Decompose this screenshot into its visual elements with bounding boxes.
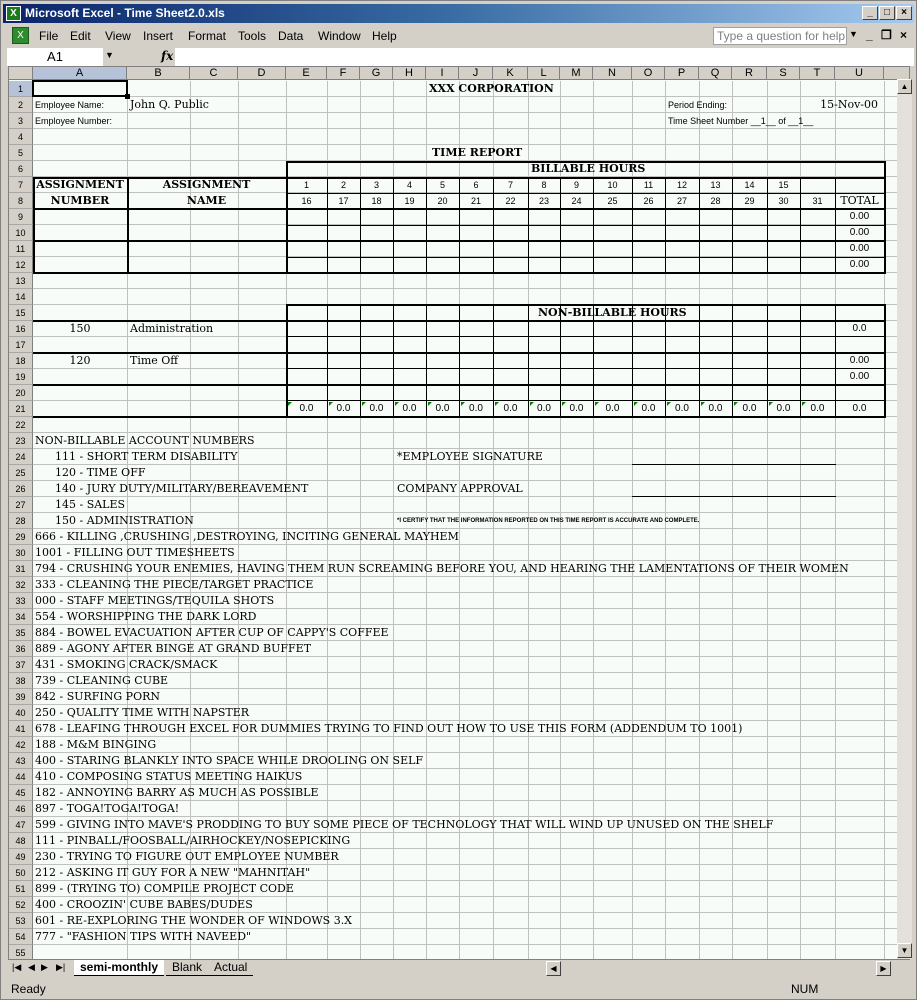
name-box[interactable]: A1 xyxy=(7,48,103,66)
cell-border xyxy=(286,257,885,258)
cell-border xyxy=(286,336,885,337)
grand-total: 0.0 xyxy=(852,403,867,414)
nonbillable-total: 0.00 xyxy=(849,355,870,366)
period-ending-value: 15-Nov-00 xyxy=(820,98,878,111)
day-number: 7 xyxy=(507,180,513,190)
scroll-left-icon[interactable]: ◀ xyxy=(546,961,561,976)
day-number: 14 xyxy=(744,180,755,190)
column-header[interactable]: M xyxy=(560,67,593,80)
nonbillable-total: 0.00 xyxy=(849,371,870,382)
day-number: 29 xyxy=(744,196,755,206)
day-number: 13 xyxy=(710,180,721,190)
row-header[interactable]: 52 xyxy=(9,897,33,913)
daily-total: 0.0 xyxy=(569,403,584,414)
day-number: 12 xyxy=(676,180,687,190)
assignment-name-header: NAME xyxy=(186,194,227,207)
row-header[interactable]: 4 xyxy=(9,129,33,145)
row-header[interactable]: 46 xyxy=(9,801,33,817)
timesheet-number: Time Sheet Number __1__ of __1__ xyxy=(668,116,814,126)
joke-account-code: 400 - STARING BLANKLY INTO SPACE WHILE DROOLING ON SELF xyxy=(35,754,424,767)
column-header[interactable]: R xyxy=(732,67,767,80)
column-header[interactable]: N xyxy=(593,67,632,80)
joke-account-code: 182 - ANNOYING BARRY AS MUCH AS POSSIBLE xyxy=(35,786,319,799)
joke-account-code: 410 - COMPOSING STATUS MEETING HAIKUS xyxy=(35,770,303,783)
row-header[interactable]: 16 xyxy=(9,321,33,337)
column-header[interactable]: T xyxy=(800,67,835,80)
joke-account-code: 842 - SURFING PORN xyxy=(35,690,161,703)
day-number: 10 xyxy=(607,180,618,190)
maximize-icon[interactable]: □ xyxy=(879,6,895,20)
nonbillable-name: Time Off xyxy=(130,354,179,367)
joke-account-code: 739 - CLEANING CUBE xyxy=(35,674,169,687)
row-header[interactable]: 17 xyxy=(9,337,33,353)
accounts-title: NON-BILLABLE ACCOUNT NUMBERS xyxy=(35,434,255,447)
account-code: 120 - TIME OFF xyxy=(55,466,146,479)
column-header[interactable]: D xyxy=(238,67,286,80)
horizontal-scrollbar[interactable] xyxy=(546,961,896,976)
column-header[interactable]: U xyxy=(835,67,884,80)
row-header[interactable]: 42 xyxy=(9,737,33,753)
fx-icon[interactable]: fx xyxy=(161,49,174,63)
day-number: 6 xyxy=(473,180,479,190)
column-header[interactable]: K xyxy=(493,67,528,80)
day-number: 16 xyxy=(301,196,312,206)
day-number: 22 xyxy=(505,196,516,206)
doc-restore-icon[interactable]: ❐ xyxy=(881,28,892,42)
joke-account-code: 1001 - FILLING OUT TIMESHEETS xyxy=(35,546,235,559)
joke-account-code: 554 - WORSHIPPING THE DARK LORD xyxy=(35,610,257,623)
employee-name-label: Employee Name: xyxy=(35,100,105,110)
row-header[interactable]: 3 xyxy=(9,113,33,129)
select-all-corner[interactable] xyxy=(9,67,33,80)
row-header[interactable]: 23 xyxy=(9,433,33,449)
row-header[interactable]: 2 xyxy=(9,97,33,113)
tab-semi-monthly[interactable]: semi-monthly xyxy=(74,960,164,976)
row-header[interactable]: 27 xyxy=(9,497,33,513)
column-header[interactable]: J xyxy=(459,67,493,80)
scroll-up-icon[interactable]: ▲ xyxy=(897,79,912,94)
nonbillable-hours-title: NON-BILLABLE HOURS xyxy=(538,306,687,319)
column-header[interactable]: A xyxy=(33,67,127,80)
joke-account-code: 601 - RE-EXPLORING THE WONDER OF WINDOWS 3.X xyxy=(35,914,353,927)
row-header[interactable]: 55 xyxy=(9,945,33,960)
row-header[interactable]: 6 xyxy=(9,161,33,177)
minimize-icon[interactable]: _ xyxy=(862,6,878,20)
day-number: 24 xyxy=(571,196,582,206)
num-lock-indicator: NUM xyxy=(791,982,819,996)
joke-account-code: 666 - KILLING ,CRUSHING ,DESTROYING, INCITING GENERAL MAYHEM xyxy=(35,530,459,543)
help-search-input[interactable]: Type a question for help xyxy=(713,27,847,45)
column-header[interactable]: H xyxy=(393,67,426,80)
billable-total: 0.00 xyxy=(849,227,870,238)
row-header[interactable]: 13 xyxy=(9,273,33,289)
billable-hours-title: BILLABLE HOURS xyxy=(531,162,646,175)
row-header[interactable]: 25 xyxy=(9,465,33,481)
joke-account-code: 000 - STAFF MEETINGS/TEQUILA SHOTS xyxy=(35,594,275,607)
row-header[interactable]: 35 xyxy=(9,625,33,641)
day-number: 28 xyxy=(710,196,721,206)
row-header[interactable]: 33 xyxy=(9,593,33,609)
joke-account-code: 794 - CRUSHING YOUR ENEMIES, HAVING THEM RUN SCREAMING BEFORE YOU, AND HEARING THE LAMENTATIONS OF THEIR WOMEN xyxy=(35,562,849,575)
cell-border xyxy=(632,464,836,465)
joke-account-code: 250 - QUALITY TIME WITH NAPSTER xyxy=(35,706,250,719)
row-header[interactable]: 24 xyxy=(9,449,33,465)
day-number: 25 xyxy=(607,196,618,206)
title-bar xyxy=(3,4,914,23)
excel-app-icon: X xyxy=(6,6,21,21)
row-header[interactable]: 50 xyxy=(9,865,33,881)
column-header[interactable]: B xyxy=(127,67,190,80)
employee-signature-label: *EMPLOYEE SIGNATURE xyxy=(397,450,543,463)
menu-data[interactable]: Data xyxy=(278,29,304,43)
row-header[interactable]: 5 xyxy=(9,145,33,161)
scroll-right-icon[interactable]: ▶ xyxy=(876,961,891,976)
joke-account-code: 111 - PINBALL/FOOSBALL/AIRHOCKEY/NOSEPICKING xyxy=(35,834,351,847)
row-header[interactable]: 41 xyxy=(9,721,33,737)
day-number: 9 xyxy=(573,180,579,190)
row-header[interactable]: 12 xyxy=(9,257,33,273)
daily-total: 0.0 xyxy=(503,403,518,414)
nonbillable-total: 0.0 xyxy=(852,323,867,334)
joke-account-code: 333 - CLEANING THE PIECE/TARGET PRACTICE xyxy=(35,578,314,591)
joke-account-code: 899 - (TRYING TO) COMPILE PROJECT CODE xyxy=(35,882,294,895)
nonbillable-number: 150 xyxy=(69,322,91,335)
tab-blank[interactable]: Blank xyxy=(166,960,208,976)
row-header[interactable]: 14 xyxy=(9,289,33,305)
doc-close-icon[interactable]: × xyxy=(900,28,908,42)
tab-actual[interactable]: Actual xyxy=(208,960,253,976)
assignment-number-header: ASSIGNMENT xyxy=(36,178,124,191)
daily-total: 0.0 xyxy=(776,403,791,414)
cell-border xyxy=(286,225,885,226)
column-header[interactable]: O xyxy=(632,67,665,80)
day-number: 3 xyxy=(373,180,379,190)
column-header[interactable]: C xyxy=(190,67,238,80)
joke-account-code: 431 - SMOKING CRACK/SMACK xyxy=(35,658,218,671)
day-number: 19 xyxy=(404,196,415,206)
account-code: 150 - ADMINISTRATION xyxy=(55,514,194,527)
time-report-title: TIME REPORT xyxy=(432,146,523,159)
cell-border xyxy=(286,368,885,369)
column-header[interactable]: E xyxy=(286,67,327,80)
joke-account-code: 230 - TRYING TO FIGURE OUT EMPLOYEE NUMBER xyxy=(35,850,339,863)
help-dropdown-icon[interactable]: ▼ xyxy=(849,29,858,39)
last-sheet-icon[interactable]: ▶| xyxy=(56,962,66,972)
row-header[interactable]: 26 xyxy=(9,481,33,497)
joke-account-code: 678 - LEAFING THROUGH EXCEL FOR DUMMIES TRYING TO FIND OUT HOW TO USE THIS FORM (ADDENDUM TO 1001) xyxy=(35,722,743,735)
active-cell[interactable] xyxy=(32,80,128,97)
day-number: 26 xyxy=(643,196,654,206)
row-header[interactable]: 9 xyxy=(9,209,33,225)
daily-total: 0.0 xyxy=(742,403,757,414)
joke-account-code: 400 - CROOZIN' CUBE BABES/DUDES xyxy=(35,898,253,911)
column-header[interactable]: F xyxy=(327,67,360,80)
menu-window[interactable]: Window xyxy=(318,29,361,43)
daily-total: 0.0 xyxy=(369,403,384,414)
daily-total: 0.0 xyxy=(537,403,551,414)
day-number: 30 xyxy=(778,196,789,206)
row-header[interactable]: 7 xyxy=(9,177,33,193)
window-title: Microsoft Excel - Time Sheet2.0.xls xyxy=(25,6,225,20)
status-text: Ready xyxy=(11,982,46,996)
billable-total: 0.00 xyxy=(849,243,870,254)
account-code: 111 - SHORT TERM DISABILITY xyxy=(55,450,238,463)
status-bar xyxy=(3,979,914,999)
day-number: 11 xyxy=(643,180,654,190)
daily-total: 0.0 xyxy=(299,403,314,414)
joke-account-code: 889 - AGONY AFTER BINGE AT GRAND BUFFET xyxy=(35,642,312,655)
total-header: TOTAL xyxy=(840,194,879,207)
menu-view[interactable]: View xyxy=(105,29,131,43)
spreadsheet-grid[interactable] xyxy=(8,66,910,960)
row-header[interactable]: 11 xyxy=(9,241,33,257)
daily-total: 0.0 xyxy=(641,403,656,414)
row-header[interactable]: 47 xyxy=(9,817,33,833)
row-header[interactable]: 49 xyxy=(9,849,33,865)
day-number: 27 xyxy=(676,196,687,206)
day-number: 5 xyxy=(439,180,445,190)
menu-insert[interactable]: Insert xyxy=(143,29,174,43)
account-code: 145 - SALES xyxy=(55,498,126,511)
first-sheet-icon[interactable]: |◀ xyxy=(12,962,22,972)
assignment-number-header: NUMBER xyxy=(50,194,110,207)
doc-minimize-icon[interactable]: _ xyxy=(866,28,873,42)
row-header[interactable]: 29 xyxy=(9,529,33,545)
gridline xyxy=(33,288,910,289)
menu-file[interactable]: File xyxy=(39,29,59,43)
daily-total: 0.0 xyxy=(605,403,620,414)
joke-account-code: 599 - GIVING INTO MAVE'S PRODDING TO BUY SOME PIECE OF TECHNOLOGY THAT WILL WIND UP UNUSED ON THE SHELF xyxy=(35,818,774,831)
row-header[interactable]: 34 xyxy=(9,609,33,625)
row-header[interactable]: 20 xyxy=(9,385,33,401)
menu-format[interactable]: Format xyxy=(188,29,227,43)
row-header[interactable]: 1 xyxy=(9,81,33,97)
row-header[interactable]: 44 xyxy=(9,769,33,785)
row-header[interactable]: 48 xyxy=(9,833,33,849)
daily-total: 0.0 xyxy=(675,403,689,414)
joke-account-code: 777 - "FASHION TIPS WITH NAVEED" xyxy=(35,930,252,943)
row-header[interactable]: 31 xyxy=(9,561,33,577)
day-number: 31 xyxy=(812,196,823,206)
cell-border xyxy=(884,305,886,418)
row-header[interactable]: 36 xyxy=(9,641,33,657)
daily-total: 0.0 xyxy=(708,403,723,414)
row-header[interactable]: 30 xyxy=(9,545,33,561)
row-header[interactable]: 15 xyxy=(9,305,33,321)
nonbillable-number: 120 xyxy=(69,354,91,367)
row-header[interactable]: 19 xyxy=(9,369,33,385)
row-header[interactable]: 22 xyxy=(9,417,33,433)
column-header[interactable]: L xyxy=(528,67,560,80)
day-number: 4 xyxy=(406,180,412,190)
menu-help[interactable]: Help xyxy=(372,29,397,43)
employee-number-label: Employee Number: xyxy=(35,116,113,126)
close-icon[interactable]: × xyxy=(896,6,912,20)
row-header[interactable]: 43 xyxy=(9,753,33,769)
row-header[interactable]: 37 xyxy=(9,657,33,673)
joke-account-code: 897 - TOGA!TOGA!TOGA! xyxy=(35,802,180,815)
menu-edit[interactable]: Edit xyxy=(70,29,91,43)
assignment-name-header: ASSIGNMENT xyxy=(162,178,251,191)
row-header[interactable]: 45 xyxy=(9,785,33,801)
daily-total: 0.0 xyxy=(810,403,825,414)
day-number: 8 xyxy=(541,180,547,190)
row-header[interactable]: 28 xyxy=(9,513,33,529)
company-approval-label: COMPANY APPROVAL xyxy=(397,482,523,495)
daily-total: 0.0 xyxy=(336,403,351,414)
row-header[interactable]: 32 xyxy=(9,577,33,593)
billable-total: 0.00 xyxy=(849,211,870,222)
name-box-dropdown-icon[interactable]: ▼ xyxy=(105,50,114,60)
scroll-down-icon[interactable]: ▼ xyxy=(897,943,912,958)
row-header[interactable]: 40 xyxy=(9,705,33,721)
joke-account-code: 884 - BOWEL EVACUATION AFTER CUP OF CAPPY'S COFFEE xyxy=(35,626,389,639)
prev-sheet-icon[interactable]: ◀ xyxy=(28,962,35,972)
row-header[interactable]: 10 xyxy=(9,225,33,241)
daily-total: 0.0 xyxy=(435,403,450,414)
joke-account-code: 212 - ASKING IT GUY FOR A NEW "MAHNITAH" xyxy=(35,866,311,879)
day-number: 1 xyxy=(303,180,309,190)
joke-account-code: 188 - M&M BINGING xyxy=(35,738,157,751)
column-header[interactable]: I xyxy=(426,67,459,80)
day-number: 17 xyxy=(338,196,349,206)
menu-tools[interactable]: Tools xyxy=(238,29,267,43)
row-header[interactable]: 38 xyxy=(9,673,33,689)
day-number: 20 xyxy=(437,196,448,206)
cell-border xyxy=(632,496,836,497)
day-number: 18 xyxy=(371,196,382,206)
row-header[interactable]: 51 xyxy=(9,881,33,897)
day-number: 21 xyxy=(470,196,481,206)
daily-total: 0.0 xyxy=(402,403,417,414)
workbook-icon[interactable]: X xyxy=(12,27,29,44)
vertical-scrollbar[interactable] xyxy=(897,79,912,959)
row-header[interactable]: 53 xyxy=(9,913,33,929)
day-number: 2 xyxy=(340,180,346,190)
row-header[interactable]: 39 xyxy=(9,689,33,705)
formula-bar xyxy=(3,48,914,67)
billable-total: 0.00 xyxy=(849,259,870,270)
menu-bar xyxy=(3,25,914,47)
row-header[interactable]: 21 xyxy=(9,401,33,417)
company-name: XXX CORPORATION xyxy=(429,82,554,95)
column-header[interactable]: S xyxy=(767,67,800,80)
day-number: 15 xyxy=(778,180,789,190)
certify-statement: *I CERTIFY THAT THE INFORMATION REPORTED ON THIS TIME REPORT IS ACCURATE AND COMPLETE. xyxy=(397,518,700,524)
period-ending-label: Period Ending: xyxy=(668,100,728,110)
row-header[interactable]: 18 xyxy=(9,353,33,369)
column-header[interactable]: P xyxy=(665,67,699,80)
daily-total: 0.0 xyxy=(469,403,483,414)
column-header[interactable]: G xyxy=(360,67,393,80)
account-code: 140 - JURY DUTY/MILITARY/BEREAVEMENT xyxy=(55,482,309,495)
next-sheet-icon[interactable]: ▶ xyxy=(41,962,48,972)
nonbillable-name: Administration xyxy=(130,322,214,335)
formula-input[interactable] xyxy=(175,48,914,66)
row-header[interactable]: 8 xyxy=(9,193,33,209)
day-number: 23 xyxy=(538,196,549,206)
employee-name-value: John Q. Public xyxy=(130,98,209,111)
row-header[interactable]: 54 xyxy=(9,929,33,945)
column-header[interactable]: Q xyxy=(699,67,732,80)
